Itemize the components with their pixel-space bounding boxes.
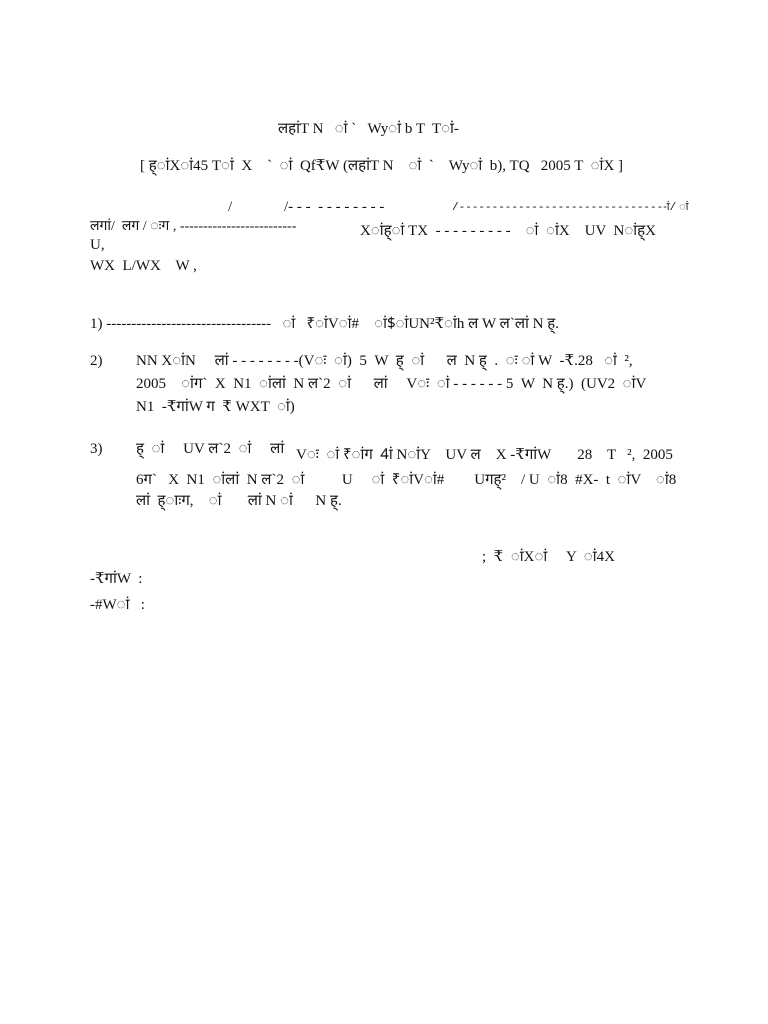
list-item-3-line2: 6ग` X N1 ांलां N ल`2 ां U ां ₹ांVां# Uगह्² / U ां8 #X- t ांV ां8 <box>136 472 677 488</box>
document-subtitle: [ ह्ांXां45 Tां X ` ां Qf₹W (लहांT N ां ` Wyां b), TQ 2005 T ांX ] <box>140 158 624 174</box>
signature-label: ; ₹ ांXां Y ां4X <box>482 549 615 565</box>
list-item-2-number: 2) <box>90 353 103 369</box>
list-item-2-line2: 2005 ांग` X N1 ांलां N ल`2 ां लां Vः ां - - - - - - 5 W N ह्.) (UV2 ांV <box>136 376 647 392</box>
form-line1-right: /--------------------------------ां/ ां <box>452 202 689 214</box>
form-line4: WX L/WX W , <box>90 258 197 274</box>
list-item-3-number: 3) <box>90 441 103 457</box>
form-line2-right: Xांह्ां TX - - - - - - - - - ां ांX UV Nांह्X <box>360 223 656 239</box>
list-item-3-line1a: ह् ां UV ल`2 ां लां <box>136 441 285 457</box>
form-line1-left: / <box>228 199 233 215</box>
list-item-2-line1: NN XांN लां - - - - - - - -(Vः ां) 5 W ह् ां ल N ह् . ः ां W -₹.28 ां ², <box>136 353 633 369</box>
document-title: लहांT N ां ` Wyां b T Tां- <box>278 121 459 137</box>
list-item-2-line3: N1 -₹गांW ग ₹ WXT ां) <box>136 399 295 415</box>
form-line3: U, <box>90 237 105 253</box>
list-item-3-line1b: Vः ां ₹ांग 4ां NांY UV ल X -₹गांW 28 T ², 2005 <box>296 447 673 463</box>
place-label: -₹गांW : <box>90 571 143 587</box>
form-line1-mid: /- - - - - - - - - - - <box>284 199 385 215</box>
list-item-3-line3: लां ह्ाःग, ां लां N ां N ह्. <box>136 493 342 509</box>
date-label: -#Wां : <box>90 597 145 613</box>
form-line2-left: लगां/ लग / ःग , ------------------------- <box>90 219 297 234</box>
list-item-1: 1) --------------------------------- ां ₹ांVां# ां$ांUN²₹ांh ल W ल`लां N ह्. <box>90 316 559 332</box>
